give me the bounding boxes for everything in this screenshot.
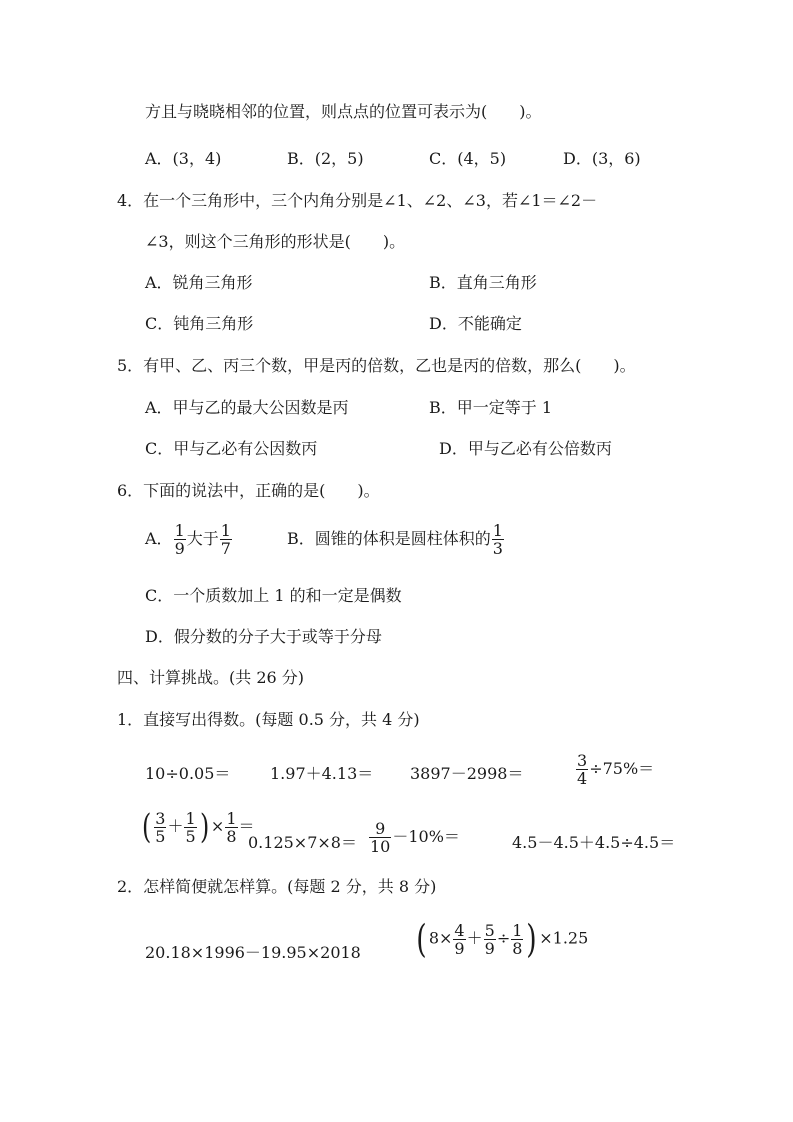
q6-option-a-fraction-1 <box>174 522 186 557</box>
q6-option-a-fraction-2 <box>220 522 232 557</box>
q5-option-a: A．甲与乙的最大公因数是丙 <box>145 398 349 417</box>
fraction-numerator: 1 <box>512 920 523 940</box>
q4-stem-line2: ∠3，则这个三角形的形状是( )。 <box>145 232 406 251</box>
fraction-denominator: 9 <box>484 938 495 958</box>
calc2-expr-2-a: 8× <box>428 928 453 948</box>
calc1-expr-5-fraction-2 <box>184 810 196 845</box>
calc1-expr-4-fraction <box>576 752 588 787</box>
left-bracket: ( <box>416 917 427 961</box>
calc2-expr-2 <box>414 918 588 960</box>
calc1-expr-7-fraction <box>369 820 391 855</box>
calc1-expr-5-times: × <box>210 816 225 836</box>
fraction-denominator: 5 <box>155 826 166 846</box>
fraction-numerator: 1 <box>220 521 231 540</box>
q5-option-d: D．甲与乙必有公倍数丙 <box>439 439 612 458</box>
fraction-denominator: 7 <box>220 539 231 558</box>
right-paren: ) <box>199 807 209 847</box>
q6-option-b-text: B．圆锥的体积是圆柱体积的 <box>287 529 491 548</box>
q3-option-b: B．(2，5) <box>287 149 364 168</box>
calc2-expr-2-tail: ×1.25 <box>539 928 589 948</box>
calc2-expr-2-plus: ＋ <box>466 928 483 948</box>
q6-option-b <box>287 522 505 557</box>
fraction-numerator: 1 <box>492 521 503 540</box>
calc2-expr-1: 20.18×1996－19.95×2018 <box>145 943 361 962</box>
fraction-denominator: 8 <box>226 826 237 846</box>
calc1-expr-5-fraction-1 <box>154 810 166 845</box>
q3-option-d: D．(3，6) <box>563 149 641 168</box>
q4-stem-line1: 4．在一个三角形中，三个内角分别是∠1、∠2、∠3，若∠1＝∠2－ <box>117 191 598 210</box>
calc1-expr-7 <box>368 820 460 855</box>
calc1-expr-3: 3897－2998＝ <box>410 764 524 783</box>
calc2-expr-2-fraction-3 <box>511 922 523 957</box>
q4-option-c: C．钝角三角形 <box>145 314 254 333</box>
fraction-numerator: 3 <box>155 808 166 828</box>
fraction-denominator: 10 <box>370 837 391 856</box>
fraction-denominator: 3 <box>492 539 503 558</box>
q4-option-b: B．直角三角形 <box>429 273 537 292</box>
q6-option-c: C．一个质数加上 1 的和一定是偶数 <box>145 586 402 605</box>
calc1-title: 1．直接写出得数。(每题 0.5 分，共 4 分) <box>117 710 420 729</box>
fraction-denominator: 9 <box>174 539 185 558</box>
fraction-numerator: 1 <box>174 521 185 540</box>
q6-option-d: D．假分数的分子大于或等于分母 <box>145 627 382 646</box>
calc2-expr-2-fraction-1 <box>453 922 465 957</box>
fraction-denominator: 9 <box>454 938 465 958</box>
fraction-numerator: 9 <box>369 820 391 838</box>
calc1-expr-4-rest: ÷75%＝ <box>589 759 655 778</box>
q5-option-b: B．甲一定等于 1 <box>429 398 553 417</box>
calc1-expr-7-rest: －10%＝ <box>392 827 460 846</box>
calc2-expr-2-fraction-2 <box>484 922 496 957</box>
fraction-numerator: 5 <box>484 920 495 940</box>
calc2-title: 2．怎样简便就怎样算。(每题 2 分，共 8 分) <box>117 877 437 896</box>
calc1-expr-5 <box>140 808 255 846</box>
q4-option-a: A．锐角三角形 <box>145 273 253 292</box>
q3-option-c: C．(4，5) <box>429 149 507 168</box>
fraction-denominator: 8 <box>512 938 523 958</box>
fraction-numerator: 3 <box>577 751 588 770</box>
calc1-expr-4 <box>575 752 654 787</box>
q6-option-a-prefix: A． <box>145 529 173 548</box>
q4-option-d: D．不能确定 <box>429 314 522 333</box>
left-paren: ( <box>141 807 152 847</box>
q6-option-a <box>145 522 233 557</box>
q5-stem: 5．有甲、乙、丙三个数，甲是丙的倍数，乙也是丙的倍数，那么( )。 <box>117 356 636 375</box>
fraction-denominator: 5 <box>185 826 196 846</box>
fraction-denominator: 4 <box>577 769 588 788</box>
fraction-numerator: 4 <box>454 920 465 940</box>
section-heading: 四、计算挑战。(共 26 分) <box>117 668 305 687</box>
q6-option-a-mid: 大于 <box>186 529 219 548</box>
right-bracket: ) <box>526 917 538 961</box>
fraction-numerator: 1 <box>226 808 237 828</box>
calc1-expr-1: 10÷0.05＝ <box>145 764 231 783</box>
fraction-numerator: 1 <box>185 808 196 828</box>
calc1-expr-5-plus: ＋ <box>167 816 184 836</box>
calc1-expr-5-eq: ＝ <box>238 816 255 836</box>
calc1-expr-6: 0.125×7×8＝ <box>248 833 357 852</box>
q6-option-b-fraction <box>492 522 504 557</box>
q6-stem: 6．下面的说法中，正确的是( )。 <box>117 481 380 500</box>
q3-stem-continuation: 方且与晓晓相邻的位置，则点点的位置可表示为( )。 <box>145 102 542 121</box>
calc1-expr-8: 4.5－4.5＋4.5÷4.5＝ <box>512 833 676 852</box>
q3-option-a: A．(3，4) <box>145 149 222 168</box>
calc2-expr-2-div: ÷ <box>496 928 511 948</box>
q5-option-c: C．甲与乙必有公因数丙 <box>145 439 318 458</box>
calc1-expr-2: 1.97＋4.13＝ <box>270 764 374 783</box>
calc1-expr-5-fraction-3 <box>225 810 237 845</box>
